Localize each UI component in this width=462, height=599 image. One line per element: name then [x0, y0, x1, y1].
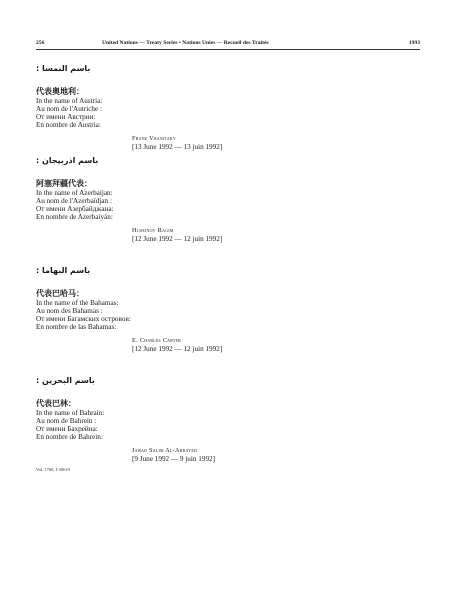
running-title: United Nations — Treaty Series • Nations Unies — Recueil des Traités	[102, 40, 269, 46]
spanish-heading: En nombre de Bahrein:	[36, 433, 103, 441]
chinese-heading: 代表巴哈马：	[36, 289, 84, 298]
chinese-heading: 代表巴林：	[36, 399, 76, 408]
signatory-name: Huseinov Ragim	[132, 227, 174, 234]
volume-reference: Vol. 1760, I-30619	[36, 467, 70, 472]
header-rule	[36, 49, 420, 50]
arabic-heading: باسم البهاما :	[36, 266, 91, 275]
russian-heading: От имени Австрии:	[36, 113, 96, 121]
english-heading: In the name of the Bahamas:	[36, 299, 119, 307]
chinese-heading: 阿塞拜疆代表：	[36, 179, 92, 188]
russian-heading: От имени Азербайджана:	[36, 205, 114, 213]
french-heading: Au nom des Bahamas :	[36, 307, 103, 315]
signature-block-austria	[36, 64, 436, 152]
signature-block-azerbaijan	[36, 156, 436, 244]
english-heading: In the name of Bahrain:	[36, 409, 105, 417]
signature-date: [9 June 1992 — 9 juin 1992]	[132, 455, 216, 463]
english-heading: In the name of Azerbaijan:	[36, 189, 113, 197]
signatory-name: E. Charles Carter	[132, 337, 182, 344]
french-heading: Au nom de l'Autriche :	[36, 105, 102, 113]
signature-date: [13 June 1992 — 13 juin 1992]	[132, 143, 223, 151]
spanish-heading: En nombre de Azerbaiyán:	[36, 213, 113, 221]
signature-block-bahamas	[36, 266, 436, 354]
running-header	[36, 40, 420, 52]
signatory-name: Jawad Salim Al-Arrayed	[132, 447, 198, 454]
chinese-heading: 代表奥地利：	[36, 87, 84, 96]
arabic-heading: باسم النمسا :	[36, 64, 91, 73]
page-number: 256	[36, 40, 45, 46]
spanish-heading: En nombre de Austria:	[36, 121, 101, 129]
signatory-name: Franz Vranitzky	[132, 135, 176, 142]
russian-heading: От имени Бахрейна:	[36, 425, 98, 433]
signature-date: [12 June 1992 — 12 juin 1992]	[132, 235, 223, 243]
year: 1993	[408, 40, 420, 46]
signature-date: [12 June 1992 — 12 juin 1992]	[132, 345, 223, 353]
signature-block-bahrain	[36, 376, 436, 464]
french-heading: Au nom de Bahreïn :	[36, 417, 97, 425]
russian-heading: От имени Багамских островов:	[36, 315, 131, 323]
english-heading: In the name of Austria:	[36, 97, 103, 105]
arabic-heading: باسم اذربيجان :	[36, 156, 99, 165]
spanish-heading: En nombre de las Bahamas:	[36, 323, 117, 331]
french-heading: Au nom de l'Azerbaïdjan :	[36, 197, 112, 205]
arabic-heading: باسم البحرين :	[36, 376, 95, 385]
